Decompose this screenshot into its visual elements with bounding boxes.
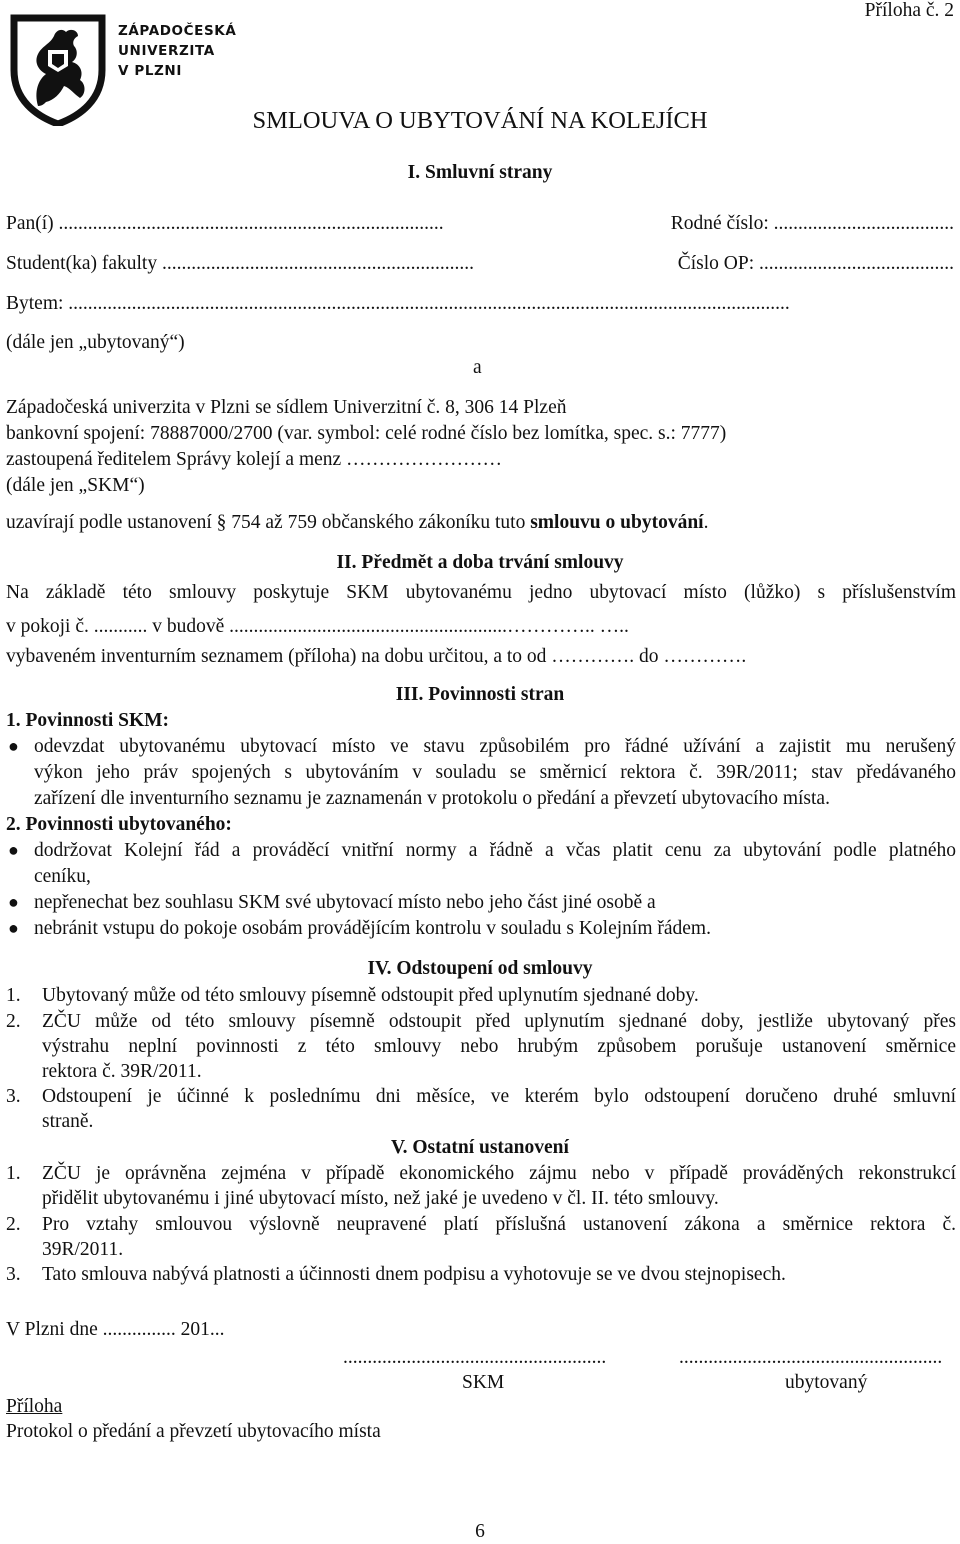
section-heading-withdrawal: IV. Odstoupení od smlouvy xyxy=(367,958,593,979)
section-heading-obligations: III. Povinnosti stran xyxy=(395,684,565,705)
obligation-text: zařízení dle inventurního seznamu je zaznamenán v protokolu o předání a převzetí ubytovacího místa. xyxy=(34,788,830,809)
page-number: 6 xyxy=(475,1521,485,1542)
provision-item: ZČU je oprávněna zejména v případě ekonomického zájmu nebo v případě prováděných rekonstrukcí xyxy=(42,1163,956,1184)
item-number: 2. xyxy=(6,1011,21,1032)
withdrawal-item: ZČU může od této smlouvy písemně odstoupit před uplynutím sjednané doby, jestliže ubytovaný přes xyxy=(42,1011,956,1032)
withdrawal-item: Odstoupení je účinné k poslednímu dni měsíce, ve kterém bylo odstoupení doručeno druhé smluvní xyxy=(42,1086,956,1107)
withdrawal-item: výstrahu neplní povinnosti z této smlouvy nebo hrubým způsobem porušuje ustanovení směrnice xyxy=(42,1036,956,1057)
agreement-statement xyxy=(6,510,708,535)
item-number: 2. xyxy=(6,1214,21,1235)
attachment-description: Protokol o předání a převzetí ubytovacího místa xyxy=(6,1421,381,1442)
item-number: 3. xyxy=(6,1086,21,1107)
bullet: ● xyxy=(8,892,19,912)
agreement-text: uzavírají podle ustanovení § 754 až 759 občanského zákoníku tuto xyxy=(6,512,531,533)
resident-definition: (dále jen „ubytovaný“) xyxy=(6,332,185,353)
bullet: ● xyxy=(8,840,19,860)
section-heading-parties: I. Smluvní strany xyxy=(407,162,553,183)
representative-info: zastoupená ředitelem Správy kolejí a menz …………………… xyxy=(6,449,503,470)
resident-obligations-heading: 2. Povinnosti ubytovaného: xyxy=(6,814,232,835)
university-info: Západočeská univerzita v Plzni se sídlem Univerzitní č. 8, 306 14 Plzeň xyxy=(6,397,567,418)
agreement-end: . xyxy=(703,512,709,533)
attachment-label: Příloha č. 2 xyxy=(864,0,954,21)
section-heading-subject: II. Předmět a doba trvání smlouvy xyxy=(336,552,624,573)
logo-line: V PLZNI xyxy=(118,63,182,79)
logo-line: ZÁPADOČESKÁ xyxy=(118,23,237,39)
obligation-text: odevzdat ubytovanému ubytovací místo ve stavu způsobilém pro řádné užívání a zajistit mu nerušený xyxy=(34,736,956,757)
and-separator: a xyxy=(473,357,482,378)
obligation-text: dodržovat Kolejní řád a prováděcí vnitřní normy a řádně a včas platit cenu za ubytování podle platného xyxy=(34,840,956,861)
signature-label-resident: ubytovaný xyxy=(785,1372,868,1393)
agreement-subject: smlouvu o ubytování xyxy=(530,512,704,533)
id-card-field: Číslo OP: ........................................ xyxy=(677,253,954,274)
birth-number-field: Rodné číslo: ..................................... xyxy=(670,213,954,234)
logo-line: UNIVERZITA xyxy=(118,43,215,59)
obligation-text: ceníku, xyxy=(34,866,91,887)
item-number: 1. xyxy=(6,1163,21,1184)
logo-text xyxy=(118,21,236,81)
section-heading-other: V. Ostatní ustanovení xyxy=(391,1137,569,1158)
item-number: 1. xyxy=(6,985,21,1006)
provision-item: přidělit ubytovanému i jiné ubytovací místo, než jaké je uvedeno v čl. II. této smlouvy. xyxy=(42,1188,719,1209)
subject-line: Na základě této smlouvy poskytuje SKM ubytovanému jedno ubytovací místo (lůžko) s příslušenstvím xyxy=(6,582,956,603)
duration-line: vybaveném inventurním seznamem (příloha) na dobu určitou, a to od …………. do …………. xyxy=(6,646,747,667)
attachment-title: Příloha xyxy=(6,1396,63,1417)
skm-definition: (dále jen „SKM“) xyxy=(6,475,145,496)
document-title: SMLOUVA O UBYTOVÁNÍ NA KOLEJÍCH xyxy=(252,107,708,134)
address-field: Bytem: .................................................................................................................................................... xyxy=(6,293,790,314)
faculty-field: Student(ka) fakulty ................................................................ xyxy=(6,253,474,274)
provision-item: Tato smlouva nabývá platnosti a účinnosti dnem podpisu a vyhotovuje se ve dvou stejnopisech. xyxy=(42,1264,786,1285)
name-field: Pan(í) ............................................................................... xyxy=(6,213,444,234)
room-line: v pokoji č. ........... v budově .........................................................………….. ….. xyxy=(6,616,629,637)
signature-label-skm: SKM xyxy=(462,1372,505,1393)
bullet: ● xyxy=(8,918,19,938)
signature-line-resident: ...................................................... xyxy=(679,1347,943,1368)
bullet: ● xyxy=(8,736,19,756)
obligation-text: nepřenechat bez souhlasu SKM své ubytovací místo nebo jeho část jiné osobě a xyxy=(34,892,656,913)
signature-line-skm: ...................................................... xyxy=(343,1347,607,1368)
obligation-text: výkon jeho práv spojených s ubytováním v souladu se směrnicí rektora č. 39R/2011; stav předávaného xyxy=(34,762,956,783)
place-date: V Plzni dne ............... 201... xyxy=(6,1319,225,1340)
obligation-text: nebránit vstupu do pokoje osobám provádějícím kontrolu v souladu s Kolejním řádem. xyxy=(34,918,711,939)
provision-item: 39R/2011. xyxy=(42,1239,124,1260)
skm-obligations-heading: 1. Povinnosti SKM: xyxy=(6,710,170,731)
withdrawal-item: straně. xyxy=(42,1111,94,1132)
bank-info: bankovní spojení: 78887000/2700 (var. symbol: celé rodné číslo bez lomítka, spec. s.: 7777) xyxy=(6,423,727,444)
withdrawal-item: rektora č. 39R/2011. xyxy=(42,1061,202,1082)
provision-item: Pro vztahy smlouvou výslovně neupravené platí příslušná ustanovení zákona a směrnice rektora č. xyxy=(42,1214,956,1235)
item-number: 3. xyxy=(6,1264,21,1285)
withdrawal-item: Ubytovaný může od této smlouvy písemně odstoupit před uplynutím sjednané doby. xyxy=(42,985,699,1006)
